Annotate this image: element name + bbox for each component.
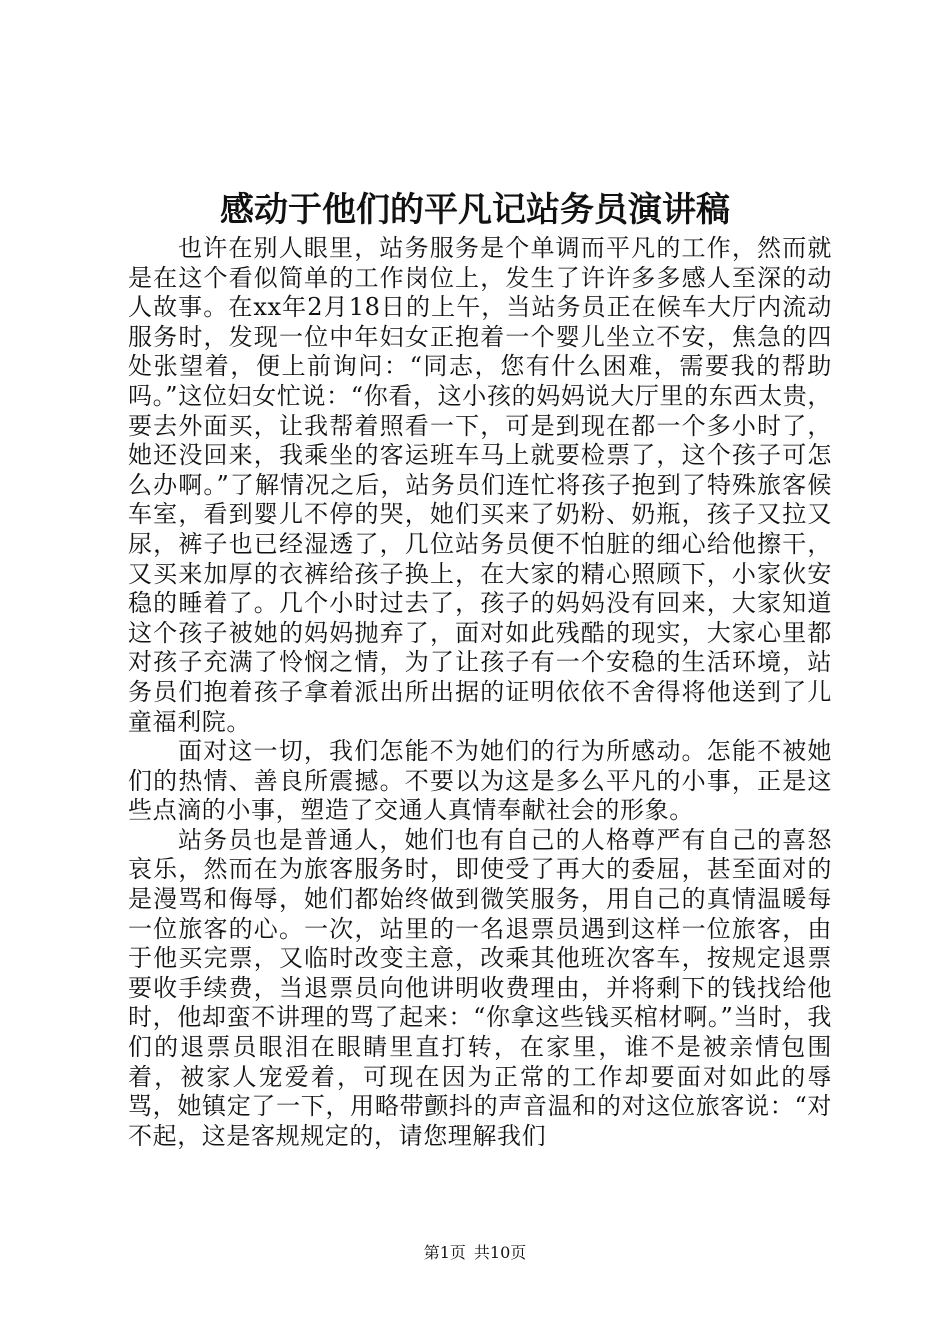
page-number: 第1页 [423,1243,466,1262]
paragraph-3: 站务员也是普通人，她们也有自己的人格尊严有自己的喜怒哀乐，然而在为旅客服务时，即使受了再大的委屈，甚至面对的是漫骂和侮辱，她们都始终做到微笑服务，用自己的真情温暖每一位旅客的心。一次，站里的一名退票员遇到这样一位旅客，由于他买完票，又临时改变主意，改乘其他班次客车，按规定退票要收手续费，当退票员向他讲明收费理由，并将剩下的钱找给他时，他却蛮不讲理的骂了起来：“你拿这些钱买棺材啊。”当时，我们的退票员眼泪在眼睛里直打转，在家里，谁不是被亲情包围着，被家人宠爱着，可现在因为正常的工作却要面对如此的辱骂，她镇定了一下，用略带颤抖的声音温和的对这位旅客说：“对不起，这是客规规定的，请您理解我们 [128,825,832,1150]
document-body [128,234,832,1151]
page-footer [0,1242,950,1264]
document-title: 感动于他们的平凡记站务员演讲稿 [220,190,730,230]
page-total: 共10页 [473,1243,527,1262]
paragraph-2: 面对这一切，我们怎能不为她们的行为所感动。怎能不被她们的热情、善良所震撼。不要以为这是多么平凡的小事，正是这些点滴的小事，塑造了交通人真情奉献社会的形象。 [128,737,832,825]
paragraph-1: 也许在别人眼里，站务服务是个单调而平凡的工作，然而就是在这个看似简单的工作岗位上，发生了许许多多感人至深的动人故事。在xx年2月18日的上午，当站务员正在候车大厅内流动服务时，发现一位中年妇女正抱着一个婴儿坐立不安，焦急的四处张望着，便上前询问：“同志，您有什么困难，需要我的帮助吗。”这位妇女忙说：“你看，这小孩的妈妈说大厅里的东西太贵，要去外面买，让我帮着照看一下，可是到现在都一个多小时了，她还没回来，我乘坐的客运班车马上就要检票了，这个孩子可怎么办啊。”了解情况之后，站务员们连忙将孩子抱到了特殊旅客候车室，看到婴儿不停的哭，她们买来了奶粉、奶瓶，孩子又拉又尿，裤子也已经湿透了，几位站务员便不怕脏的细心给他擦干，又买来加厚的衣裤给孩子换上，在大家的精心照顾下，小家伙安稳的睡着了。几个小时过去了，孩子的妈妈没有回来，大家知道这个孩子被她的妈妈抛弃了，面对如此残酷的现实，大家心里都对孩子充满了怜悯之情，为了让孩子有一个安稳的生活环境，站务员们抱着孩子拿着派出所出据的证明依依不舍得将他送到了儿童福利院。 [128,234,832,736]
